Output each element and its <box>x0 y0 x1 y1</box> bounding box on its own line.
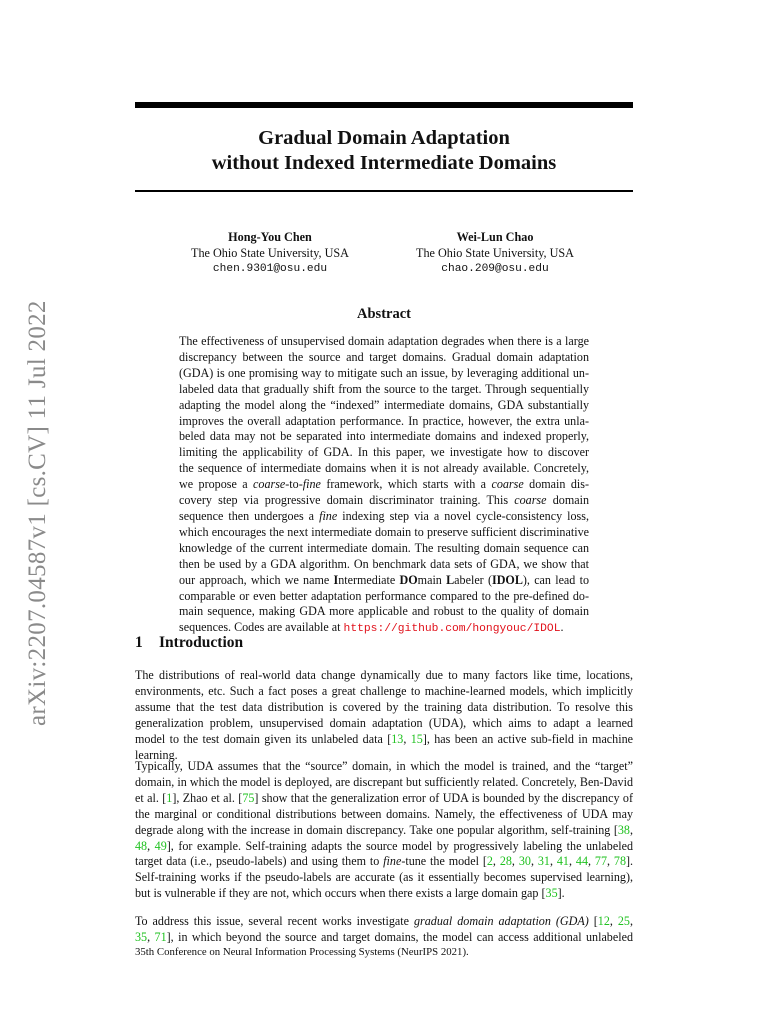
abstract-line: beled data may not be separated into intermediate domains and indexed properly, <box>179 429 589 444</box>
citation-number[interactable]: 78 <box>613 854 627 869</box>
intro-paragraph-1 <box>135 668 633 763</box>
citation-number[interactable]: 49 <box>154 838 167 853</box>
body-line: et al. [1], Zhao et al. [75] show that the generalization error of UDA is bounded by the discrepancy of <box>135 790 633 805</box>
code-link[interactable]: https://github.com/hongyouc/IDOL <box>343 623 561 636</box>
author-email[interactable]: chao.209@osu.edu <box>441 263 549 275</box>
body-line: generalization problem, unsupervised domain adaptation (UDA), which aims to adapt a learned <box>135 715 633 730</box>
citation-number[interactable]: 31 <box>537 854 550 869</box>
abstract-line: discrepancy between the source and target domains. Gradual domain adaptation <box>179 349 589 364</box>
body-line: degrade along with the increase in domain discrepancy. Take one popular algorithm, self-training [38, <box>135 822 633 837</box>
body-line: environments, etc. Such a fact poses a great challenge to machine-learned models, which implicitly <box>135 683 633 698</box>
author-block <box>395 229 595 277</box>
body-line: 48, 49], for example. Self-training adapts the source model by progressively labeling the unlabeled <box>135 838 633 853</box>
citation-number[interactable]: 44 <box>575 854 588 869</box>
section-heading <box>135 634 243 652</box>
abstract-line: covery step via progressive domain discriminator training. This coarse domain <box>179 493 589 508</box>
body-line: 35, 71], in which beyond the source and target domains, the model can access additional unlabeled <box>135 929 633 944</box>
author-affiliation: The Ohio State University, USA <box>191 246 349 260</box>
author-block <box>170 229 370 277</box>
body-line: but is vulnerable if they are not, which occurs when there exists a large domain gap [35]. <box>135 886 565 901</box>
body-line: domain, in which the model is deployed, are discrepant but sufficiently related. Concretely, Ben-David <box>135 774 633 789</box>
citation-number[interactable]: 12 <box>597 914 610 928</box>
abstract-line: main sequence, making GDA more applicable and robust to the quality of domain <box>179 604 589 619</box>
title-line: Gradual Domain Adaptation <box>258 127 510 149</box>
abstract-heading: Abstract <box>357 306 411 322</box>
title-rule-top <box>135 102 633 108</box>
citation-number[interactable]: 35 <box>135 929 148 944</box>
body-line: target data (i.e., pseudo-labels) and using them to fine-tune the model [2, 28, 30, 31, 41, 44, 77, 78]. <box>135 854 634 869</box>
abstract-line: then be used by a GDA algorithm. On benchmark data sets of GDA, we show that <box>179 556 589 571</box>
citation-number[interactable]: 15 <box>410 731 423 746</box>
body-line: The distributions of real-world data change dynamically due to many factors like time, locations, <box>135 668 633 682</box>
abstract-line: knowledge of the current intermediate domain. The resulting domain sequence can <box>179 540 589 555</box>
body-line: model to the test domain given its unlabeled data [13, 15], has been an active sub-field in machine <box>135 731 634 746</box>
section-number: 1 <box>135 634 143 651</box>
citation-number[interactable]: 38 <box>617 822 630 837</box>
abstract-line: sequence then undergoes a fine indexing step via a novel cycle-consistency loss, <box>179 508 589 523</box>
abstract-text <box>179 334 589 638</box>
citation-number[interactable]: 1 <box>166 790 173 805</box>
abstract-line: comparable or even better adaptation performance compared to the pre-defined do- <box>179 588 589 603</box>
citation-number[interactable]: 35 <box>545 886 558 901</box>
citation-number[interactable]: 71 <box>154 929 167 944</box>
citation-number[interactable]: 28 <box>499 854 512 869</box>
abstract-line: we propose a coarse-to-fine framework, which starts with a coarse domain dis- <box>179 477 589 492</box>
body-line: Self-training works if the pseudo-labels are accurate (as it essentially becomes supervised learning), <box>135 870 633 885</box>
abstract-line: labeled data that gradually shift from the source to the target. Through sequentially <box>179 381 589 396</box>
title-line: without Indexed Intermediate Domains <box>211 152 557 174</box>
abstract-line: our approach, which we name Intermediate DOmain Labeler (IDOL), can lead to <box>179 572 589 587</box>
abstract-line: which encourages the next intermediate domain to preserve sufficient discriminative <box>179 524 589 539</box>
author-name: Wei-Lun Chao <box>456 230 534 244</box>
abstract-line: adapting the model along the “indexed” intermediate domains, GDA substantially <box>179 397 589 412</box>
arxiv-stamp: arXiv:2207.04587v1 [cs.CV] 11 Jul 2022 <box>24 300 51 726</box>
citation-number[interactable]: 75 <box>242 790 255 805</box>
abstract-line: improves the overall adaptation performance. In practice, however, the extra unla- <box>179 413 589 428</box>
citation-number[interactable]: 30 <box>518 854 531 869</box>
conference-footnote: 35th Conference on Neural Information Processing Systems (NeurIPS 2021). <box>135 946 469 958</box>
author-email[interactable]: chen.9301@osu.edu <box>212 263 328 275</box>
citation-number[interactable]: 77 <box>594 854 607 869</box>
citation-number[interactable]: 2 <box>486 854 493 869</box>
citation-number[interactable]: 48 <box>135 838 148 853</box>
body-line: assume that the test data distribution is covered by the training data distribution. To resolve this <box>135 699 633 714</box>
body-line: Typically, UDA assumes that the “source” domain, in which the model is trained, and the “target” <box>135 759 633 773</box>
author-affiliation: The Ohio State University, USA <box>416 246 574 260</box>
abstract-text-span: . <box>560 620 564 635</box>
body-line: the marginal or conditional distributions between domains. Namely, the effectiveness of UDA may <box>135 806 633 821</box>
section-title: Introduction <box>159 634 244 651</box>
abstract-text-span: sequences. Codes are available at <box>179 620 344 635</box>
body-line: learning. <box>135 747 178 762</box>
intro-paragraph-3 <box>135 914 633 946</box>
title-rule-bottom <box>135 190 633 192</box>
paper-title <box>135 126 633 176</box>
body-line: To address this issue, several recent works investigate gradual domain adaptation (GDA) [12, 25, <box>135 914 633 928</box>
author-name: Hong-You Chen <box>228 230 312 244</box>
citation-number[interactable]: 13 <box>391 731 404 746</box>
abstract-line: the sequence of intermediate domains when it is not already available. Concretely, <box>179 461 589 476</box>
abstract-line: (GDA) is one promising way to mitigate such an issue, by leveraging additional un- <box>179 365 589 380</box>
abstract-line: The effectiveness of unsupervised domain adaptation degrades when there is a large <box>179 334 589 348</box>
citation-number[interactable]: 41 <box>556 854 569 869</box>
abstract-line: limiting the applicability of GDA. In this paper, we investigate how to discover <box>179 445 589 460</box>
citation-number[interactable]: 25 <box>617 914 630 928</box>
intro-paragraph-2 <box>135 759 633 902</box>
